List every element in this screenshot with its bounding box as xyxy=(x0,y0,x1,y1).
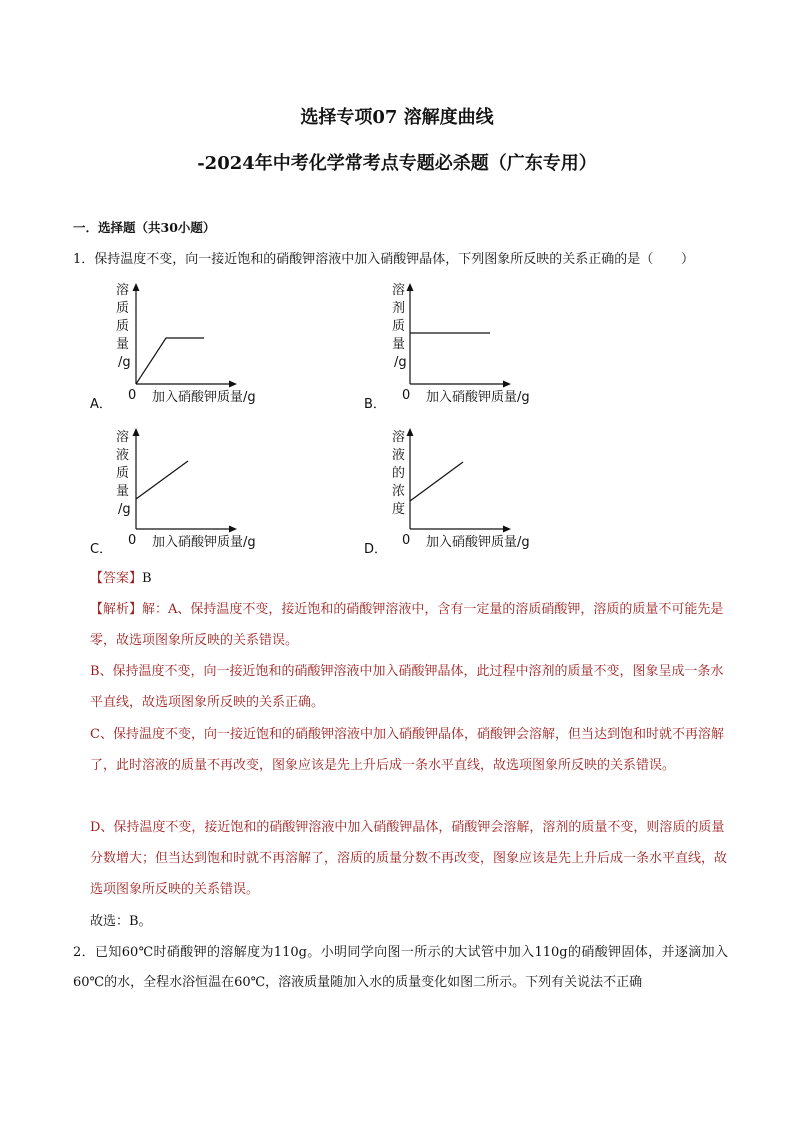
y-label-char: 溶 xyxy=(116,283,130,298)
y-label-char: /g xyxy=(118,355,131,370)
analysis-paragraph: B、保持温度不变，向一接近饱和的硝酸钾溶液中加入硝酸钾晶体，此过程中溶剂的质量不变，图象呈成一条水平直线，故选项图象所反映的关系正确。 xyxy=(90,664,724,710)
origin-label: 0 xyxy=(128,533,137,548)
question-text: 已知60℃时硝酸钾的溶解度为110g。小明同学向图一所示的大试管中加入110g的硝酸钾固体，并逐滴加入60℃的水，全程水浴恒温在60℃，溶液质量随加入水的质量变化如图二所示。下列有关说法不正确 xyxy=(73,945,728,990)
y-label-char: 度 xyxy=(392,502,406,517)
question-text: 保持温度不变，向一接近饱和的硝酸钾溶液中加入硝酸钾晶体，下列图象所反映的关系正确的是（ xyxy=(94,252,654,267)
y-label-char: 质 xyxy=(116,466,130,481)
y-axis-arrow xyxy=(133,428,140,436)
analysis-paragraph: A、保持温度不变，接近饱和的硝酸钾溶液中，含有一定量的溶质硝酸钾，溶质的质量不可能先是零，故选项图象所反映的关系错误。 xyxy=(90,602,724,648)
y-label-char: 质 xyxy=(116,319,130,334)
graph-b xyxy=(362,280,562,415)
answer-paren-close: ） xyxy=(681,252,695,267)
y-label-char: 溶 xyxy=(392,430,406,445)
y-axis-arrow xyxy=(133,283,140,291)
section-heading: 一．选择题（共30小题） xyxy=(73,220,216,235)
answer-value: B xyxy=(142,571,152,586)
analysis-d xyxy=(90,812,730,905)
y-label-char: 质 xyxy=(116,301,130,316)
option-label: C． xyxy=(90,542,113,557)
analysis-a xyxy=(90,594,730,656)
answer-line xyxy=(90,563,730,594)
graph-d xyxy=(362,425,562,560)
question-number: 1． xyxy=(73,252,95,267)
x-axis-label: 加入硝酸钾质量/g xyxy=(152,390,256,405)
x-axis-arrow xyxy=(503,526,511,533)
analysis-paragraph: D、保持温度不变，接近饱和的硝酸钾溶液中加入硝酸钾晶体，硝酸钾会溶解，溶剂的质量不变，则溶质的质量分数增大；但当达到饱和时就不再溶解了，溶质的质量分数不再改变，图象应该是先上升后成一条水平直线，故选项图象所反映的关系错误。 xyxy=(90,820,728,897)
y-axis-arrow xyxy=(407,283,414,291)
y-label-char: 剂 xyxy=(392,301,406,316)
option-label: D． xyxy=(364,542,388,557)
y-label-char: 液 xyxy=(116,448,130,463)
y-label-char: 量 xyxy=(116,337,130,352)
graph-c xyxy=(86,425,286,560)
graph-line xyxy=(136,461,188,499)
option-label: B． xyxy=(364,397,386,412)
analysis-b xyxy=(90,656,730,718)
page-subtitle: -2024年中考化学常考点专题必杀题（广东专用） xyxy=(197,153,597,174)
y-label-char: 浓 xyxy=(392,484,406,499)
graph-line xyxy=(410,462,463,501)
y-label-char: 质 xyxy=(392,319,406,334)
analysis-c xyxy=(90,719,730,781)
origin-label: 0 xyxy=(402,533,411,548)
y-label-char: /g xyxy=(118,502,131,517)
conclusion-text: 故选：B。 xyxy=(90,914,152,929)
page-title: 选择专项07 溶解度曲线 xyxy=(300,107,494,128)
x-axis-arrow xyxy=(229,526,237,533)
y-label-char: 溶 xyxy=(116,430,130,445)
origin-label: 0 xyxy=(402,388,411,403)
graph-line xyxy=(136,338,204,384)
x-axis-label: 加入硝酸钾质量/g xyxy=(426,535,530,550)
question-number: 2． xyxy=(73,945,95,960)
y-label-char: 液 xyxy=(392,448,406,463)
analysis-lead: 解： xyxy=(142,602,169,617)
graph-a xyxy=(86,280,286,415)
origin-label: 0 xyxy=(128,388,137,403)
y-label-char: 的 xyxy=(392,466,406,481)
x-axis-label: 加入硝酸钾质量/g xyxy=(426,390,530,405)
x-axis-label: 加入硝酸钾质量/g xyxy=(152,535,256,550)
question-2-stem xyxy=(73,938,728,998)
question-1-stem xyxy=(73,248,695,267)
analysis-paragraph: C、保持温度不变，向一接近饱和的硝酸钾溶液中加入硝酸钾晶体，硝酸钾会溶解，但当达到饱和时就不再溶解了，此时溶液的质量不再改变，图象应该是先上升后成一条水平直线，故选项图象所反映的关系错误。 xyxy=(90,727,724,773)
answer-label: 【答案】 xyxy=(90,571,143,586)
analysis-conclusion xyxy=(90,906,730,937)
y-label-char: /g xyxy=(394,355,407,370)
y-axis-arrow xyxy=(407,428,414,436)
x-axis-arrow xyxy=(229,381,237,388)
y-label-char: 量 xyxy=(116,484,130,499)
y-label-char: 溶 xyxy=(392,283,406,298)
analysis-label: 【解析】 xyxy=(90,602,143,617)
y-label-char: 量 xyxy=(392,337,406,352)
option-label: A． xyxy=(90,397,112,412)
x-axis-arrow xyxy=(503,381,511,388)
